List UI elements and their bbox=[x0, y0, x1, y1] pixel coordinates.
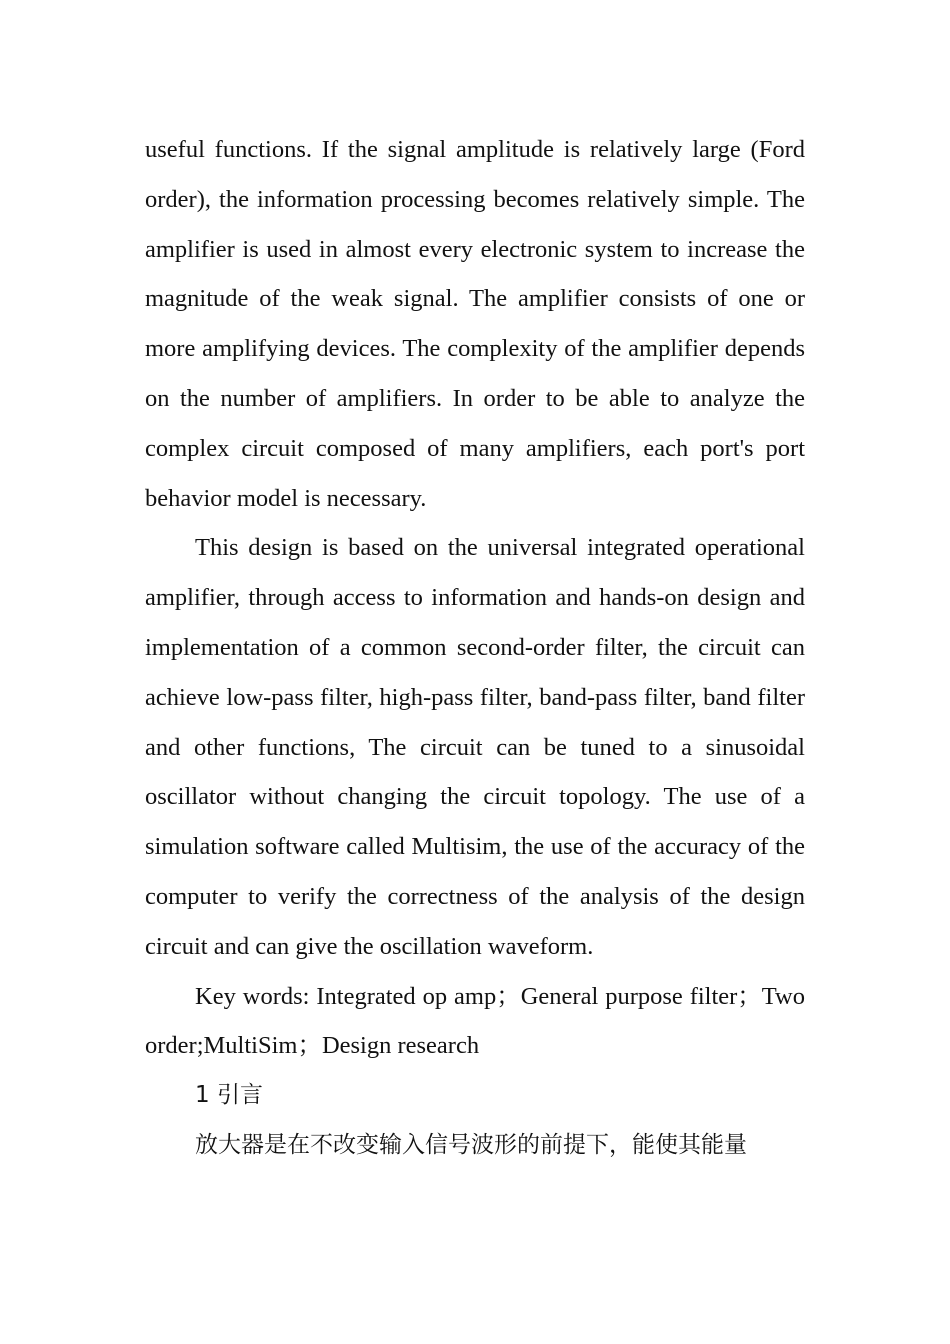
paragraph-amplifier-overview: useful functions. If the signal amplitude is relatively large (Ford order), the information processing becomes relatively simple. The amplifier is used in almost every electronic system to increase the magnitude of the weak signal. The amplifier consists of one or more amplifying devices. The complexity of the amplifier depends on the number of amplifiers. In order to be able to analyze the complex circuit composed of many amplifiers, each port's port behavior model is necessary. bbox=[145, 136, 805, 512]
section-heading-introduction: 1 引言 bbox=[195, 1082, 263, 1109]
paragraph-keywords: Key words: Integrated op amp；General purpose filter；Two order;MultiSim；Design research bbox=[145, 982, 805, 1060]
paragraph-introduction-start: 放大器是在不改变输入信号波形的前提下，能使其能量 bbox=[195, 1131, 747, 1158]
paragraph-design-description: This design is based on the universal integrated operational amplifier, through access to information and hands-on design and implementation of a common second-order filter, the circuit can achieve low-pass filter, high-pass filter, band-pass filter, band filter and other functions, The circuit can be tuned to a sinusoidal oscillator without changing the circuit topology. The use of a simulation software called Multisim, the use of the accuracy of the computer to verify the correctness of the analysis of the design circuit and can give the oscillation waveform. bbox=[145, 534, 805, 960]
document-body bbox=[145, 125, 805, 1171]
